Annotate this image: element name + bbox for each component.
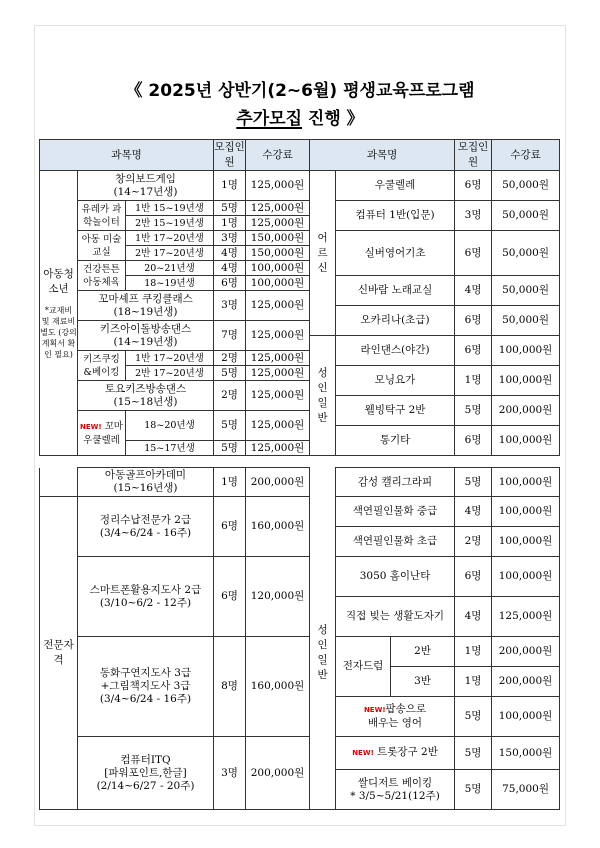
adult-course: 모닝요가	[336, 366, 455, 396]
course-group-magic: 유레카 과학놀이터	[78, 201, 126, 231]
senior-course: 실버영어기초	[336, 231, 455, 276]
header-count-right: 모집인원	[455, 140, 492, 171]
pro-course	[78, 637, 214, 737]
course-fee: 125,000원	[246, 381, 310, 411]
senior-course: 우쿨렐레	[336, 171, 455, 201]
course-fee: 200,000원	[246, 468, 310, 497]
adult-count: 2명	[455, 527, 492, 557]
drum-group: 전자드럼	[336, 637, 391, 697]
pro-line: 스마트폰활용지도사 2급	[89, 583, 202, 596]
adult-count: 6명	[455, 336, 492, 366]
category-pro-label: 전문자격	[40, 497, 78, 810]
course-fee: 125,000원	[246, 351, 310, 366]
course-sub: 18~20년생	[126, 411, 214, 441]
pro-fee: 200,000원	[246, 737, 310, 810]
course-age: (15~18년생)	[113, 395, 178, 408]
course-name: 창의보드게임	[115, 172, 176, 185]
course-age: (18~19년생)	[113, 305, 178, 318]
course-fee: 150,000원	[246, 231, 310, 246]
senior-count: 6명	[455, 306, 492, 336]
pop-fee: 100,000원	[492, 697, 560, 737]
dessert-fee: 75,000원	[492, 770, 560, 810]
pro-line: 컴퓨터ITQ	[120, 753, 171, 766]
subtitle-highlight: 추가모집	[236, 109, 302, 129]
adult-fee: 100,000원	[492, 497, 560, 527]
course-count: 2명	[214, 351, 246, 366]
category-adult-text: 성인일반	[317, 623, 328, 681]
course-count: 7명	[214, 321, 246, 351]
course-count: 3명	[214, 231, 246, 246]
dessert-count: 5명	[455, 770, 492, 810]
header-course-left: 과목명	[40, 140, 214, 171]
course-count: 5명	[214, 366, 246, 381]
pro-line: (3/4~6/24 - 16주)	[99, 693, 192, 705]
course-count: 1명	[214, 171, 246, 201]
course-group-ukulele	[78, 411, 126, 456]
adult-course: 웰빙탁구 2반	[336, 396, 455, 426]
adult-count: 1명	[455, 366, 492, 396]
program-table-lower	[39, 467, 560, 497]
pop-line2: 배우는 영어	[367, 717, 423, 729]
course-sub: 2반 17~20년생	[126, 366, 214, 381]
course-name: 아동골프아카데미	[104, 469, 187, 481]
course-fee: 125,000원	[246, 201, 310, 216]
page-subtitle	[0, 104, 600, 129]
pro-course	[78, 497, 214, 557]
course-sub: 2반 17~20년생	[126, 246, 214, 261]
adult-course: 색연필인물화 초급	[336, 527, 455, 557]
trot-name: 트롯장구 2반	[377, 746, 438, 758]
senior-count: 3명	[455, 201, 492, 231]
adult-fee: 125,000원	[492, 597, 560, 637]
trot-fee: 150,000원	[492, 737, 560, 770]
pop-line1: 팝송으로	[385, 703, 427, 715]
course-fee: 125,000원	[246, 321, 310, 351]
senior-fee: 50,000원	[492, 306, 560, 336]
new-badge: NEW!	[352, 749, 374, 757]
category-children-label: 아동청소년	[43, 267, 74, 295]
course-count: 1명	[214, 216, 246, 231]
course-sub: 1반 17~20년생	[126, 351, 214, 366]
adult-course: 감성 캘리그라피	[336, 468, 455, 497]
course-name: 토요키즈방송댄스	[104, 382, 187, 395]
drum-sub: 3반	[391, 667, 455, 697]
trot-count: 5명	[455, 737, 492, 770]
course-name: 꼬마셰프 쿠킹클래스	[98, 292, 193, 305]
adult-course: 라인댄스(야간)	[336, 336, 455, 366]
adult-count: 6명	[455, 557, 492, 597]
course-group-art: 아동 미술교실	[78, 231, 126, 261]
trot-course	[336, 737, 455, 770]
dessert-course	[336, 770, 455, 810]
page-border-top	[34, 25, 566, 26]
page-border-right	[565, 25, 566, 825]
category-senior	[310, 171, 336, 336]
course-count: 6명	[214, 276, 246, 291]
page-title: 《 2025년 상반기(2~6월) 평생교육프로그램	[125, 81, 475, 101]
drum-fee: 200,000원	[492, 637, 560, 667]
course-fee: 125,000원	[246, 441, 310, 456]
program-table	[39, 139, 560, 456]
course-count: 4명	[214, 261, 246, 276]
pro-line: (2/14~6/27 - 20주)	[96, 779, 195, 792]
pro-line: +그림책지도사 3급	[100, 680, 191, 692]
senior-fee: 50,000원	[492, 276, 560, 306]
course-fee: 100,000원	[246, 276, 310, 291]
adult-fee: 100,000원	[492, 336, 560, 366]
drum-count: 1명	[455, 637, 492, 667]
course-count: 2명	[214, 381, 246, 411]
adult-fee: 100,000원	[492, 468, 560, 497]
page-border-bottom	[34, 825, 566, 826]
drum-fee: 200,000원	[492, 667, 560, 697]
course-fee: 125,000원	[246, 366, 310, 381]
page-border-left	[34, 25, 35, 825]
senior-fee: 50,000원	[492, 201, 560, 231]
course-group-label: 꼬마 우쿨렐레	[83, 420, 123, 446]
header-course-right: 과목명	[310, 140, 455, 171]
pro-line: (3/10~6/2 - 12주)	[99, 596, 192, 609]
course-count: 5명	[214, 441, 246, 456]
adult-fee: 100,000원	[492, 426, 560, 456]
pop-course	[336, 697, 455, 737]
adult-course: 직접 빚는 생활도자기	[336, 597, 455, 637]
adult-fee: 100,000원	[492, 527, 560, 557]
course-age: (14~19년생)	[113, 335, 178, 348]
pro-course	[78, 557, 214, 637]
senior-course: 신바람 노래교실	[336, 276, 455, 306]
pro-count: 3명	[214, 737, 246, 810]
adult-fee: 200,000원	[492, 396, 560, 426]
course-golf	[78, 468, 214, 497]
dessert-line1: 쌀디저트 베이킹	[357, 776, 433, 789]
adult-course: 통기타	[336, 426, 455, 456]
header-fee-right: 수강료	[492, 140, 560, 171]
senior-count: 6명	[455, 171, 492, 201]
course-count: 1명	[214, 468, 246, 497]
senior-course: 컴퓨터 1반(입문)	[336, 201, 455, 231]
course-fee: 125,000원	[246, 411, 310, 441]
header-count-left: 모집인원	[214, 140, 246, 171]
course-count: 5명	[214, 411, 246, 441]
drum-sub: 2반	[391, 637, 455, 667]
category-adult	[310, 336, 336, 456]
course-fee: 125,000원	[246, 291, 310, 321]
course-board	[78, 171, 214, 201]
course-sub: 2반 15~19년생	[126, 216, 214, 231]
course-group-cooking: 키즈쿠킹 &베이킹	[78, 351, 126, 381]
course-count: 5명	[214, 201, 246, 216]
course-fee: 125,000원	[246, 171, 310, 201]
senior-count: 6명	[455, 231, 492, 276]
pro-line: [파워포인트,한글]	[104, 766, 187, 779]
senior-count: 4명	[455, 276, 492, 306]
course-chef	[78, 291, 214, 321]
category-adult-label	[310, 497, 336, 810]
course-age: (15~16년생)	[113, 482, 178, 494]
adult-course: 3050 홈이난타	[336, 557, 455, 597]
adult-count: 5명	[455, 396, 492, 426]
pro-count: 8명	[214, 637, 246, 737]
adult-course: 색연필인물화 중급	[336, 497, 455, 527]
course-count: 3명	[214, 291, 246, 321]
program-table-bottom	[39, 496, 560, 810]
adult-count: 4명	[455, 597, 492, 637]
course-kidsidol	[78, 321, 214, 351]
course-fee: 100,000원	[246, 261, 310, 276]
category-adult-tail	[310, 468, 336, 497]
pro-fee: 160,000원	[246, 637, 310, 737]
header-fee-left: 수강료	[246, 140, 310, 171]
senior-fee: 50,000원	[492, 231, 560, 276]
pro-line: 동화구연지도사 3급	[99, 667, 192, 679]
adult-count: 6명	[455, 426, 492, 456]
dessert-line2: * 3/5~5/21(12주)	[350, 789, 440, 802]
course-saturday	[78, 381, 214, 411]
pro-count: 6명	[214, 497, 246, 557]
course-sub: 15~17년생	[126, 441, 214, 456]
course-age: (14~17년생)	[113, 185, 178, 198]
pro-count: 6명	[214, 557, 246, 637]
course-sub: 18~19년생	[126, 276, 214, 291]
adult-count: 5명	[455, 468, 492, 497]
category-children-note: *교재비 및 재료비 별도 (강의계획서 확인 필요)	[40, 305, 77, 359]
pro-line: 정리수납전문가 2급	[99, 513, 192, 526]
category-children	[40, 171, 78, 456]
new-badge: NEW!	[363, 706, 386, 714]
pro-fee: 120,000원	[246, 557, 310, 637]
new-badge: NEW!	[80, 422, 102, 431]
category-adult-label: 성인일반	[317, 366, 328, 424]
pro-fee: 160,000원	[246, 497, 310, 557]
drum-count: 1명	[455, 667, 492, 697]
senior-course: 오카리나(초급)	[336, 306, 455, 336]
course-sub: 1반 17~20년생	[126, 231, 214, 246]
adult-count: 4명	[455, 497, 492, 527]
pro-course	[78, 737, 214, 810]
category-children-tail	[40, 468, 78, 497]
pro-line: (3/4~6/24 - 16주)	[99, 526, 192, 539]
senior-fee: 50,000원	[492, 171, 560, 201]
course-name: 키즈아이돌방송댄스	[99, 322, 192, 335]
course-group-pe: 건강튼튼 아동체육	[78, 261, 126, 291]
course-sub: 20~21년생	[126, 261, 214, 276]
adult-fee: 100,000원	[492, 366, 560, 396]
adult-fee: 100,000원	[492, 557, 560, 597]
pop-count: 5명	[455, 697, 492, 737]
course-fee: 125,000원	[246, 216, 310, 231]
category-senior-label: 어르신	[317, 231, 328, 274]
subtitle-rest: 진행 》	[302, 109, 364, 129]
course-fee: 150,000원	[246, 246, 310, 261]
course-sub: 1반 15~19년생	[126, 201, 214, 216]
course-count: 4명	[214, 246, 246, 261]
